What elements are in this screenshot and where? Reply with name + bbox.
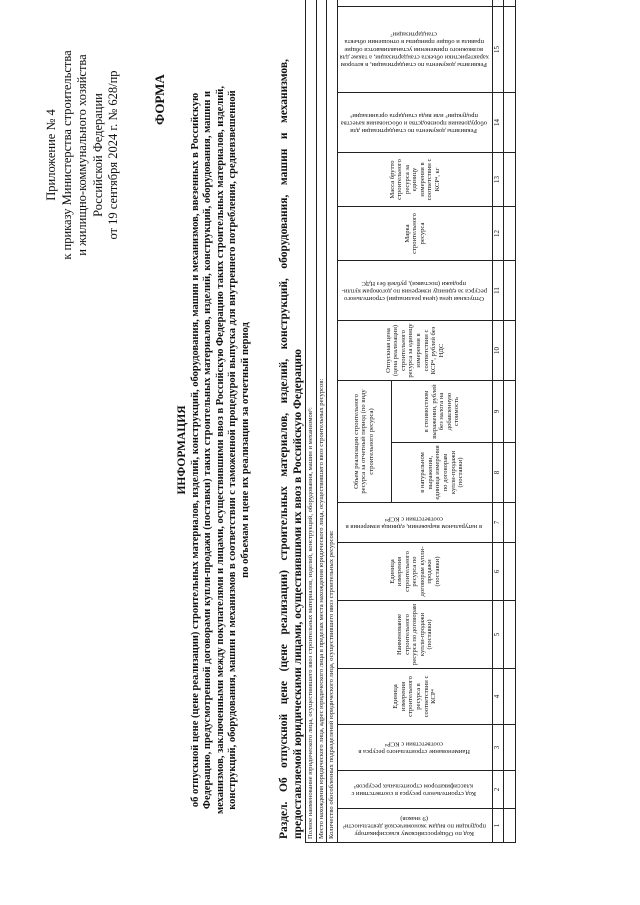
col-header-4: Единица измерения строительного ресурса в соответствии с КСР⁴ — [337, 669, 493, 725]
col-number: 4 — [493, 669, 504, 725]
col-header-12: Марка строительного ресурса — [337, 207, 493, 261]
title-body: об отпускной цене (цене реализации) строительных материалов, изделий, конструкций, оборудования, машин и механизмов, ввезенных в Российскую Федерацию, предусмотренной договорами купли-продажи (поставки) таких строительных материалов, изделий, конструкций, оборудования, машин и механизмов, заключенными между покупателями и лицами, осуществившими ввоз в Российскую Федерацию таких строительных материалов, изделий, конструкций, оборудования, машин и механизмов в соответствии с таможенной процедурой выпуска для внутреннего потребления, средневзвешенной по объемам и цене их реализации за отчетный период — [189, 86, 251, 814]
col-header-13: Масса брутто строительного ресурса за единицу измерения в соответствии с КСР⁴, кг — [337, 153, 493, 207]
col-header-8: в натуральном выражении, единица измерения по договорам купли-продажи (поставки) — [391, 443, 493, 503]
col-header-2: Код строительного ресурса в соответствии с классификатором строительных ресурсов³ — [337, 771, 493, 809]
col-header-7: в натуральном выражении, единица измерения в соответствии с КСР⁴ — [337, 503, 493, 543]
appendix-header — [44, 45, 122, 265]
empty-cell — [503, 725, 515, 771]
empty-cell — [503, 207, 515, 261]
col-number: 6 — [493, 543, 504, 601]
empty-cell — [503, 543, 515, 601]
col-header-1: Код по Общероссийскому классификатору продукции по видам экономической деятельности² (9 знаков) — [337, 809, 493, 843]
info-row-address: Место нахождения юридического лица, адрес юридического лица в пределах места нахождения юридического лица, осуществившего ввоз строительных ресурсов: — [316, 0, 327, 843]
empty-cell — [503, 0, 515, 7]
empty-cell — [503, 443, 515, 503]
col-number: 11 — [493, 261, 504, 321]
col-number: 9 — [493, 381, 504, 443]
col-header-9: в стоимостном выражении, рублей без налога на добавленную стоимость — [391, 381, 493, 443]
info-row-full-name: Полное наименование юридического лица, осуществившего ввоз строительных материалов, изделий, конструкций, оборудования, машин и механизмов¹: — [306, 0, 317, 843]
appendix-line-2: и жилищно-коммунального хозяйства — [75, 54, 89, 256]
empty-cell — [503, 381, 515, 443]
col-header-10: Отпускная цена (цена реализации) строительного ресурса за единицу измерения в соответствии с КСР⁴, рублей без НДС — [337, 321, 493, 381]
information-table — [305, 0, 516, 843]
empty-cell — [503, 321, 515, 381]
empty-cell — [503, 503, 515, 543]
form-label: ФОРМА — [152, 74, 167, 125]
col-number — [493, 0, 504, 7]
empty-cell — [503, 601, 515, 669]
appendix-line-3: Российской Федерации — [90, 93, 105, 217]
col-number: 2 — [493, 771, 504, 809]
col-number: 5 — [493, 601, 504, 669]
col-number: 3 — [493, 725, 504, 771]
col-header-16 — [337, 0, 493, 7]
empty-cell — [503, 153, 515, 207]
col-number: 8 — [493, 443, 504, 503]
col-header-14: Реквизиты документа по стандартизации для оборудования производства и обоснования качества продукции⁵ или вида стандарта организации⁶ — [337, 93, 493, 153]
col-header-5: Наименование строительного ресурса по договорам купли-продажи (поставки) — [337, 601, 493, 669]
document-title — [176, 85, 252, 815]
empty-cell — [503, 7, 515, 93]
info-row-subdivisions: Количество обособленных подразделений юридического лица, осуществившего ввоз строительных ресурсов: — [327, 0, 338, 843]
title-heading: ИНФОРМАЦИЯ — [176, 405, 188, 495]
col-header-volume-group: Объем реализации строительного ресурса за отчетный период (по виду строительного ресурса) — [337, 381, 391, 503]
empty-cell — [503, 809, 515, 843]
col-header-11: Отпускная цена (цена реализации) строительного ресурса за единицу измерения по договорам купли-продажи (поставки), рублей без НДС — [337, 261, 493, 321]
appendix-line-4: от 19 сентября 2024 г. № 628/пр — [106, 70, 120, 240]
empty-cell — [503, 261, 515, 321]
section-heading: Раздел. Об отпускной цене (цене реализации) строительных материалов, изделий, конструкций, оборудования, машин и механизмов, предоставляемой юридическими лицами, осуществившими их ввоз в Российскую Федерацию — [278, 59, 304, 839]
col-number: 10 — [493, 321, 504, 381]
empty-cell — [503, 771, 515, 809]
appendix-line-1: к приказу Министерства строительства — [59, 50, 74, 260]
col-number: 1 — [493, 809, 504, 843]
col-number: 12 — [493, 207, 504, 261]
col-header-15: Реквизиты документа по стандартизации, в котором характеристики объекта стандартизации, а также для возможного применения устанавливаются общие правила и общие принципы в отношении объекта стандартизации⁷ — [337, 7, 493, 93]
col-number: 7 — [493, 503, 504, 543]
appendix-number: Приложение № 4 — [44, 109, 58, 201]
col-number: 14 — [493, 93, 504, 153]
col-header-3: Наименование строительного ресурса в соответствии с КСР⁴ — [337, 725, 493, 771]
empty-cell — [503, 669, 515, 725]
col-number: 13 — [493, 153, 504, 207]
col-header-6: Единица измерения строительного ресурса по договорам купли-продажи (поставки) — [337, 543, 493, 601]
empty-cell — [503, 93, 515, 153]
col-number: 15 — [493, 7, 504, 93]
